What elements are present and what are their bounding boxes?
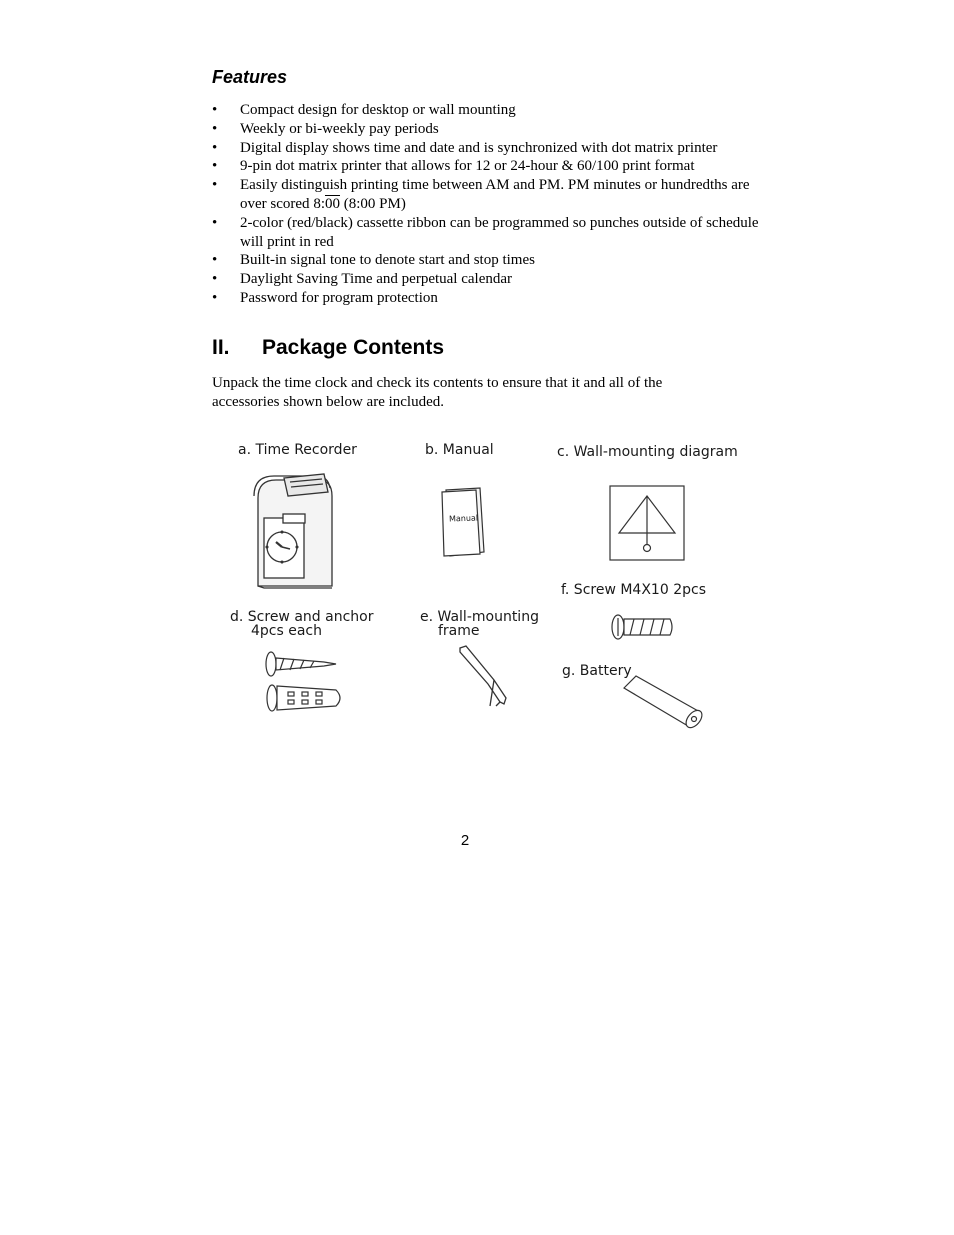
label-wall-mounting-frame-line2: frame (438, 623, 480, 639)
list-item: • 2-color (red/black) cassette ribbon can be programmed so punches outside of schedule will print in red (212, 214, 759, 250)
bullet: • (212, 120, 218, 137)
page-number: 2 (460, 832, 470, 849)
list-item: • Built-in signal tone to denote start and stop times (212, 252, 535, 269)
list-item: • Digital display shows time and date and is synchronized with dot matrix printer (212, 139, 718, 156)
m4x10-screw-icon (612, 615, 672, 639)
label-wall-mounting-diagram: c. Wall-mounting diagram (557, 444, 738, 460)
section-title: Package Contents (262, 336, 445, 359)
list-item: • Compact design for desktop or wall mounting (212, 102, 516, 118)
section-heading (212, 336, 444, 360)
bullet: • (212, 139, 218, 156)
battery-icon (624, 676, 705, 731)
pm-overscored-minutes: 00 (324, 195, 340, 212)
list-item: • Daylight Saving Time and perpetual calendar (212, 271, 513, 288)
list-item: • 9-pin dot matrix printer that allows for 12 or 24-hour & 60/100 print format (212, 158, 695, 175)
bullet: • (212, 158, 218, 175)
manual-cover-text: Manual (448, 513, 479, 524)
features-heading: Features (212, 67, 288, 87)
package-contents-figure (224, 436, 754, 746)
bullet: • (212, 271, 218, 288)
bullet: • (212, 252, 218, 269)
label-battery: g. Battery (562, 663, 632, 679)
label-manual: b. Manual (425, 442, 494, 458)
bullet: • (212, 289, 218, 306)
label-screw-and-anchor: d. Screw and anchor (230, 609, 374, 625)
label-wall-mounting-frame: e. Wall-mounting (420, 609, 539, 625)
bullet: • (212, 177, 218, 194)
wall-mounting-frame-icon (460, 646, 506, 706)
wall-mounting-diagram-icon (610, 486, 684, 560)
bullet: • (212, 102, 218, 118)
section-number: II. (212, 336, 230, 359)
screw-and-anchor-icon (266, 652, 340, 711)
bullet: • (212, 214, 218, 231)
feature-list (212, 101, 772, 308)
label-m4x10-screw: f. Screw M4X10 2pcs (561, 582, 706, 598)
intro-paragraph: Unpack the time clock and check its contents to ensure that it and all of the accessories shown below are included. (212, 375, 663, 410)
list-item: • Easily distinguish printing time between AM and PM. PM minutes or hundredths are over scored 8:00 (8:00 PM) (212, 177, 750, 212)
pm-example-suffix: (8:00 PM) (339, 195, 406, 212)
label-time-recorder: a. Time Recorder (238, 442, 357, 458)
pm-hour: 8: (313, 195, 325, 212)
list-item: • Weekly or bi-weekly pay periods (212, 120, 439, 137)
list-item: • Password for program protection (212, 289, 438, 306)
label-screw-and-anchor-quantity: 4pcs each (251, 623, 322, 639)
time-recorder-icon (254, 474, 332, 588)
